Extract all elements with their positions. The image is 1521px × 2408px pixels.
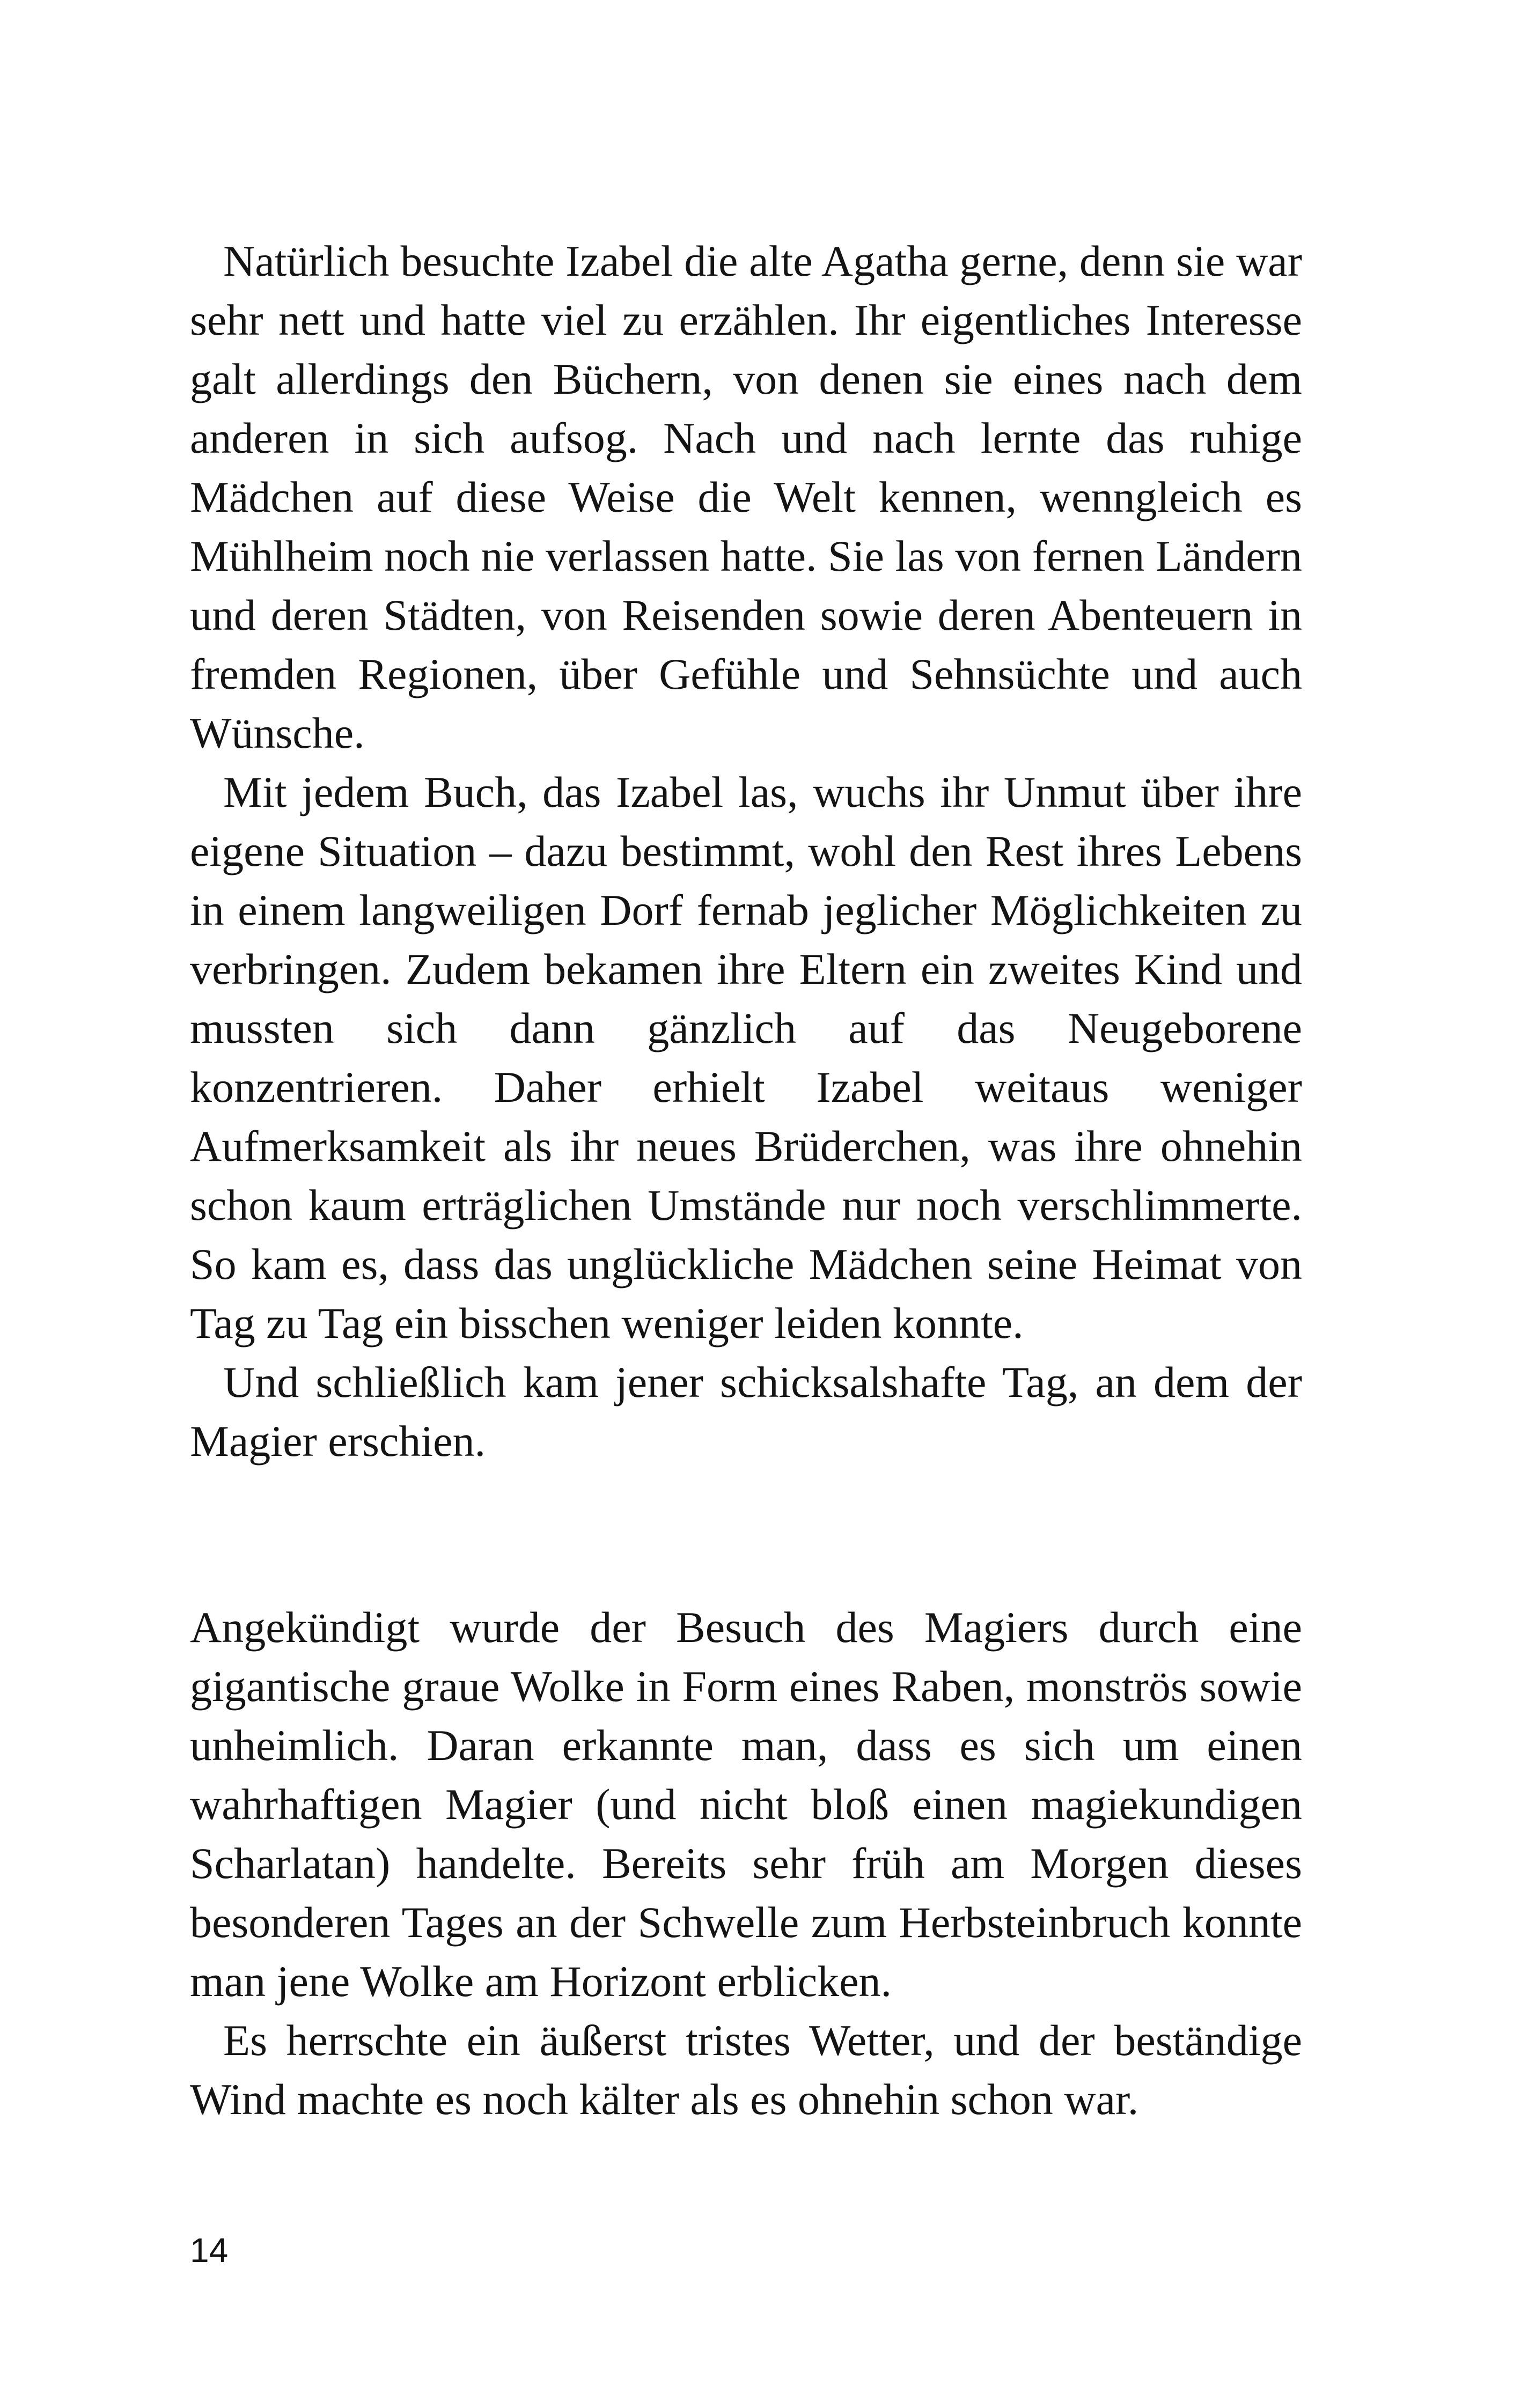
paragraph-4: Angekündigt wurde der Besuch des Magiers durch eine gigantische graue Wolke in Form eines Raben, monströs sowie unheimlich. Daran erkannte man, dass es sich um einen wahrhaftigen Magier (und nicht bloß einen magiekundigen Scharlatan) handelte. Bereits sehr früh am Morgen dieses besonderen Tages an der Schwelle zum Herbsteinbruch konnte man jene Wolke am Horizont erblicken. (190, 1603, 1302, 2006)
paragraph-3: Und schließlich kam jener schicksalshafte Tag, an dem der Magier erschien. (190, 1358, 1302, 1466)
section-2 (190, 1598, 1302, 2129)
paragraph-1: Natürlich besuchte Izabel die alte Agatha gerne, denn sie war sehr nett und hatte viel zu erzählen. Ihr eigentliches Interesse galt allerdings den Büchern, von denen sie eines nach dem anderen in sich aufsog. Nach und nach lernte das ruhige Mädchen auf diese Weise die Welt kennen, wenngleich es Mühlheim noch nie verlassen hatte. Sie las von fernen Ländern und deren Städten, von Reisenden sowie deren Abenteuern in fremden Regionen, über Gefühle und Sehnsüchte und auch Wünsche. (190, 237, 1302, 757)
section-1 (190, 232, 1302, 1471)
page-number: 14 (190, 2231, 229, 2270)
paragraph-2: Mit jedem Buch, das Izabel las, wuchs ihr Unmut über ihre eigene Situation – dazu bestimmt, wohl den Rest ihres Lebens in einem langweiligen Dorf fernab jeglicher Möglichkeiten zu verbringen. Zudem bekamen ihre Eltern ein zweites Kind und mussten sich dann gänzlich auf das Neugeborene konzentrieren. Daher erhielt Izabel weitaus weniger Aufmerksamkeit als ihr neues Brüderchen, was ihre ohnehin schon kaum erträglichen Umstände nur noch verschlimmerte. So kam es, dass das unglückliche Mädchen seine Heimat von Tag zu Tag ein bisschen weniger leiden konnte. (190, 768, 1302, 1347)
paragraph-5: Es herrschte ein äußerst tristes Wetter, und der beständige Wind machte es noch kälter als es ohnehin schon war. (190, 2016, 1302, 2124)
